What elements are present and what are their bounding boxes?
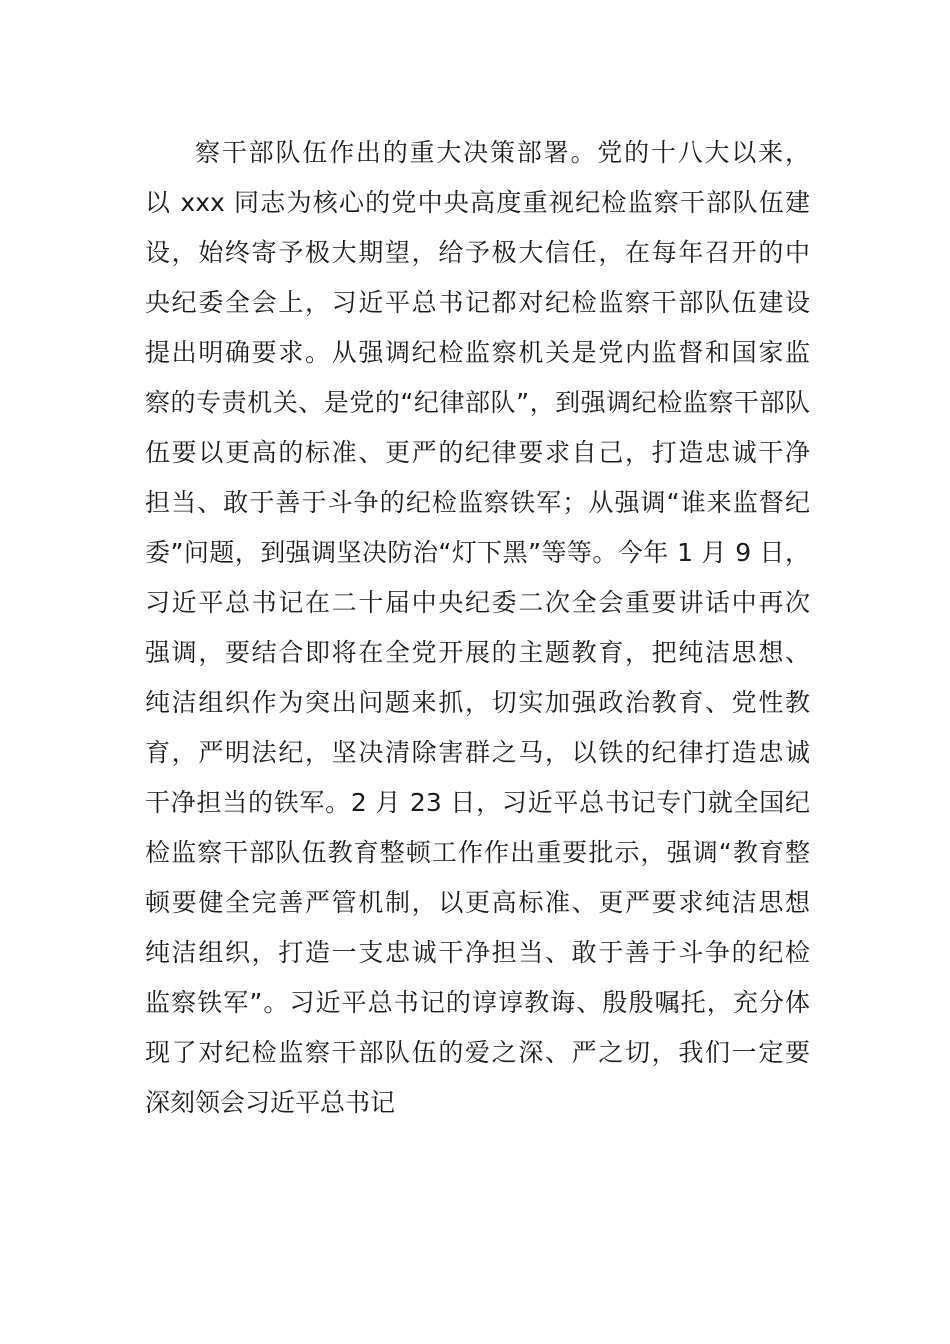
text-line-8: 担当、敢于善于斗争的纪检监察铁军；从强调“谁来监督纪 <box>145 488 810 517</box>
text-line-3: 设，始终寄予极大期望，给予极大信任，在每年召开的中 <box>145 238 810 267</box>
text-line-19: 现了对纪检监察干部队伍的爱之深、严之切，我们一定要 <box>145 1038 810 1067</box>
text-line-11: 强调，要结合即将在全党开展的主题教育，把纯洁思想、 <box>145 638 810 667</box>
text-line-1: 察干部队伍作出的重大决策部署。党的十八大以来， <box>195 138 810 167</box>
text-line-13: 育，严明法纪，坚决清除害群之马，以铁的纪律打造忠诚 <box>145 738 810 767</box>
text-line-20: 深刻领会习近平总书记 <box>145 1088 396 1117</box>
text-line-12: 纯洁组织作为突出问题来抓，切实加强政治教育、党性教 <box>145 688 810 717</box>
text-line-2: 以 xxx 同志为核心的党中央高度重视纪检监察干部队伍建 <box>145 188 810 217</box>
text-line-10: 习近平总书记在二十届中央纪委二次全会重要讲话中再次 <box>145 588 810 617</box>
text-line-6: 察的专责机关、是党的“纪律部队”，到强调纪检监察干部队 <box>145 388 810 417</box>
text-line-16: 顿要健全完善严管机制，以更高标准、更严要求纯洁思想 <box>145 888 810 917</box>
text-line-14: 干净担当的铁军。2 月 23 日，习近平总书记专门就全国纪 <box>145 788 810 817</box>
text-line-18: 监察铁军”。习近平总书记的谆谆教诲、殷殷嘱托，充分体 <box>145 988 810 1017</box>
text-line-5: 提出明确要求。从强调纪检监察机关是党内监督和国家监 <box>145 338 810 367</box>
text-line-9: 委”问题，到强调坚决防治“灯下黑”等等。今年 1 月 9 日， <box>145 538 810 567</box>
body-paragraph <box>145 128 810 1128</box>
text-line-7: 伍要以更高的标准、更严的纪律要求自己，打造忠诚干净 <box>145 438 810 467</box>
text-line-17: 纯洁组织，打造一支忠诚干净担当、敢于善于斗争的纪检 <box>145 938 810 967</box>
text-line-15: 检监察干部队伍教育整顿工作作出重要批示，强调“教育整 <box>145 838 810 867</box>
text-line-4: 央纪委全会上，习近平总书记都对纪检监察干部队伍建设 <box>145 288 810 317</box>
